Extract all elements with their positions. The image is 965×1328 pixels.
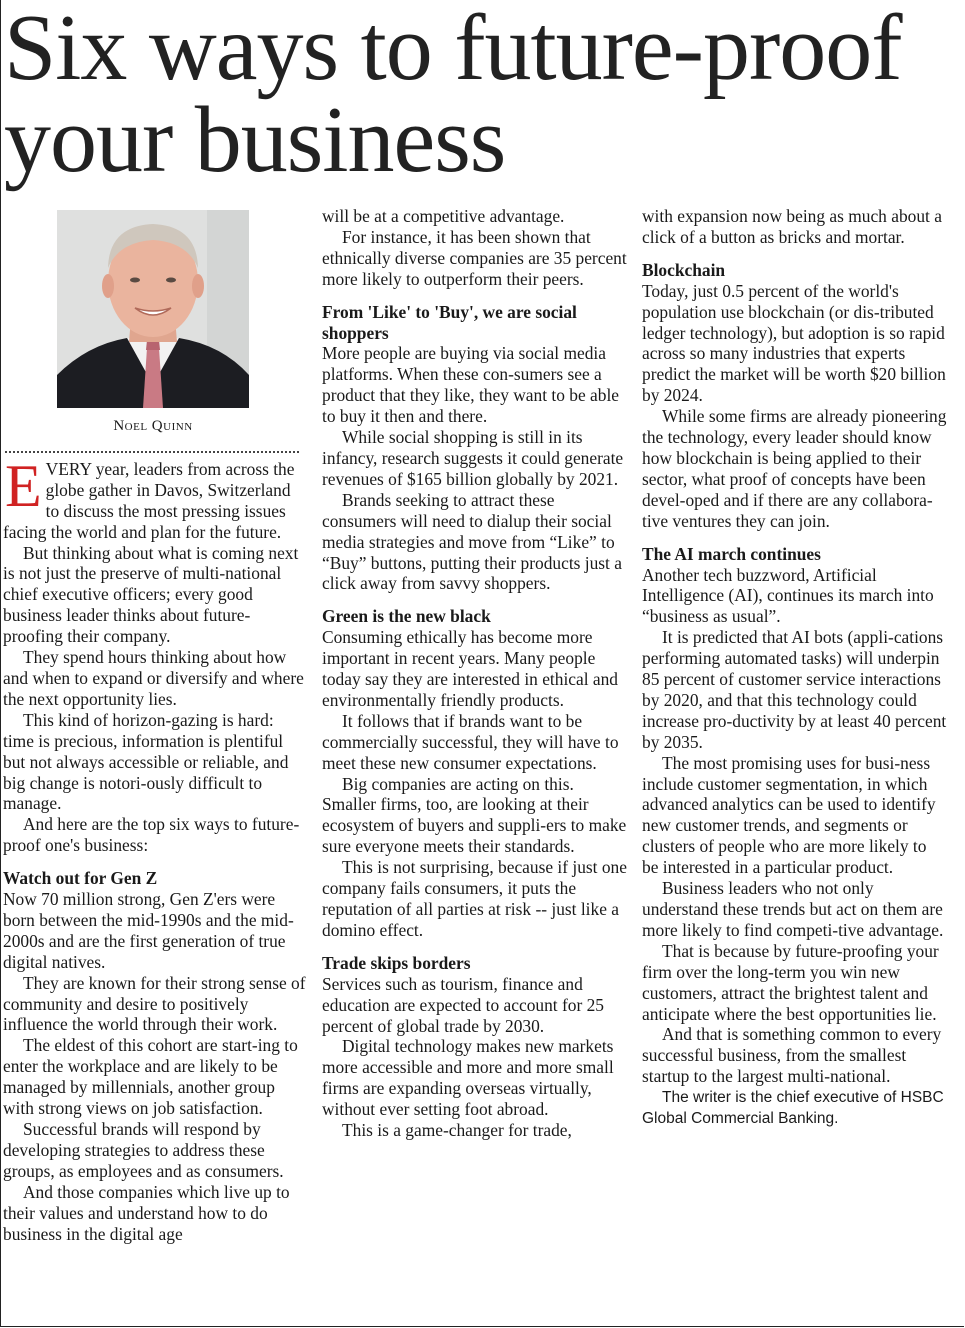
paragraph: Services such as tourism, finance and education are expected to account for 25 percent of global trade by 2030.: [322, 973, 604, 1036]
author-byline: Noel Quinn: [113, 418, 193, 434]
paragraph: They are known for their strong sense of community and desire to positively influence the world through their work.: [3, 972, 306, 1035]
paragraph: It follows that if brands want to be commercially successful, they will have to meet these new consumer expectations.: [322, 710, 619, 773]
paragraph: Successful brands will respond by developing strategies to address these groups, as employees and as consumers.: [3, 1119, 284, 1181]
section-heading: The AI march continues: [642, 543, 821, 564]
paragraph: Big companies are acting on this. Smaller firms, too, are looking at their ecosystem of buyers and suppli-ers to make sure everyone meets their standards.: [322, 773, 627, 857]
section-heading: Green is the new black: [322, 606, 491, 627]
paragraph: EVERY year, leaders from across the globe gather in Davos, Switzerland to discuss the most pressing issues facing the world and plan for the future.: [3, 452, 295, 542]
paragraph: The most promising uses for busi-ness include customer segmentation, in which advanced analytics can be used to identify new customer trends, and segments or clusters of people who are more likely to be interested in a particular product.: [642, 752, 936, 878]
paragraph: And those companies which live up to their values and understand how to do business in the digital age: [3, 1181, 290, 1244]
paragraph: That is because by future-proofing your firm over the long-term you win new customers, attract the brightest talent and anticipate where the best opportunities lie.: [642, 940, 939, 1024]
author-photo-block: [57, 210, 249, 437]
headline: Six ways to future-proof your business: [4, 0, 902, 192]
paragraph: And here are the top six ways to future-proof one's business:: [3, 814, 300, 856]
paragraph: While social shopping is still in its infancy, research suggests it could generate revenues of $165 billion globally by 2021.: [322, 427, 624, 489]
paragraph: While some firms are already pioneering the technology, every leader should know how blockchain is being applied to their sector, what proof of concepts have been devel-oped and if there are any collabora-tive ventures they can join.: [642, 406, 947, 531]
paragraph: Digital technology makes new markets more accessible and more and more small firms are expanding overseas virtually, without ever setting foot abroad.: [322, 1036, 614, 1120]
paragraph: Now 70 million strong, Gen Z'ers were born between the mid-1990s and the mid-2000s and are the first generation of true digital natives.: [3, 889, 294, 972]
paragraph: Brands seeking to attract these consumers will need to dialup their social media strategies and move from “Like” to “Buy” buttons, putting their products just a click away from savvy shoppers.: [322, 489, 622, 594]
author-note: The writer is the chief executive of HSBC Global Commercial Banking.: [642, 1089, 944, 1128]
paragraph: The eldest of this cohort are start-ing to enter the workplace and are likely to be managed by millennials, another group with strong views on job satisfaction.: [3, 1035, 298, 1119]
section-heading: Trade skips borders: [322, 952, 471, 973]
author-photo: [57, 210, 249, 408]
column-3: [642, 206, 947, 1129]
paragraph: This kind of horizon-gazing is hard: time is precious, information is plentiful but not always accessible or reliable, and big change is notori-ously difficult to manage.: [3, 709, 289, 814]
column-2: [322, 206, 627, 1141]
paragraph: They spend hours thinking about how and when to expand or diversify and where the next opportunity lies.: [3, 647, 304, 709]
column-1: [3, 206, 308, 1244]
section-heading: From 'Like' to 'Buy', we are social shoppers: [322, 301, 577, 343]
paragraph: For instance, it has been shown that ethnically diverse companies are 35 percent more likely to outperform their peers.: [322, 226, 627, 289]
paragraph: Business leaders who not only understand these trends but act on them are more likely to find competi-tive advantage.: [642, 878, 944, 940]
paragraph: Consuming ethically has become more important in recent years. Many people today say they are interested in ethical and environmentally friendly products.: [322, 627, 619, 710]
paragraph: Another tech buzzword, Artificial Intelligence (AI), continues its march into “business as usual”.: [642, 564, 934, 627]
paragraph: with expansion now being as much about a click of a button as bricks and mortar.: [642, 206, 942, 247]
paragraph: Today, just 0.5 percent of the world's population use blockchain (or dis-tributed ledger technology), but adoption is so rapid across so many industries that experts predict the market will be worth $20 billion by 2024.: [642, 280, 946, 406]
drop-cap: E: [5, 452, 42, 519]
paragraph: But thinking about what is coming next is not just the preserve of multi-national chief executive officers; every good business leader thinks about future-proofing their company.: [3, 542, 299, 647]
section-heading: Blockchain: [642, 259, 726, 280]
section-heading: Watch out for Gen Z: [3, 868, 158, 889]
paragraph: This is not surprising, because if just one company fails consumers, it puts the reputation of all parties at risk -- just like a domino effect.: [322, 857, 627, 940]
paragraph: And that is something common to every successful business, from the smallest startup to the largest multi-national.: [642, 1024, 942, 1087]
paragraph: More people are buying via social media platforms. When these con-sumers see a product that they like, they want to be able to buy it then and there.: [322, 343, 619, 427]
paragraph: It is predicted that AI bots (appli-cations performing automated tasks) will underpin 85 percent of customer service interactions by 2020, and that this technology could increase pro-ductivity by at least 40 percent by 2035.: [642, 627, 947, 752]
paragraph: This is a game-changer for trade,: [342, 1120, 572, 1141]
paragraph: will be at a competitive advantage.: [322, 206, 565, 226]
dotted-divider: [5, 451, 299, 453]
